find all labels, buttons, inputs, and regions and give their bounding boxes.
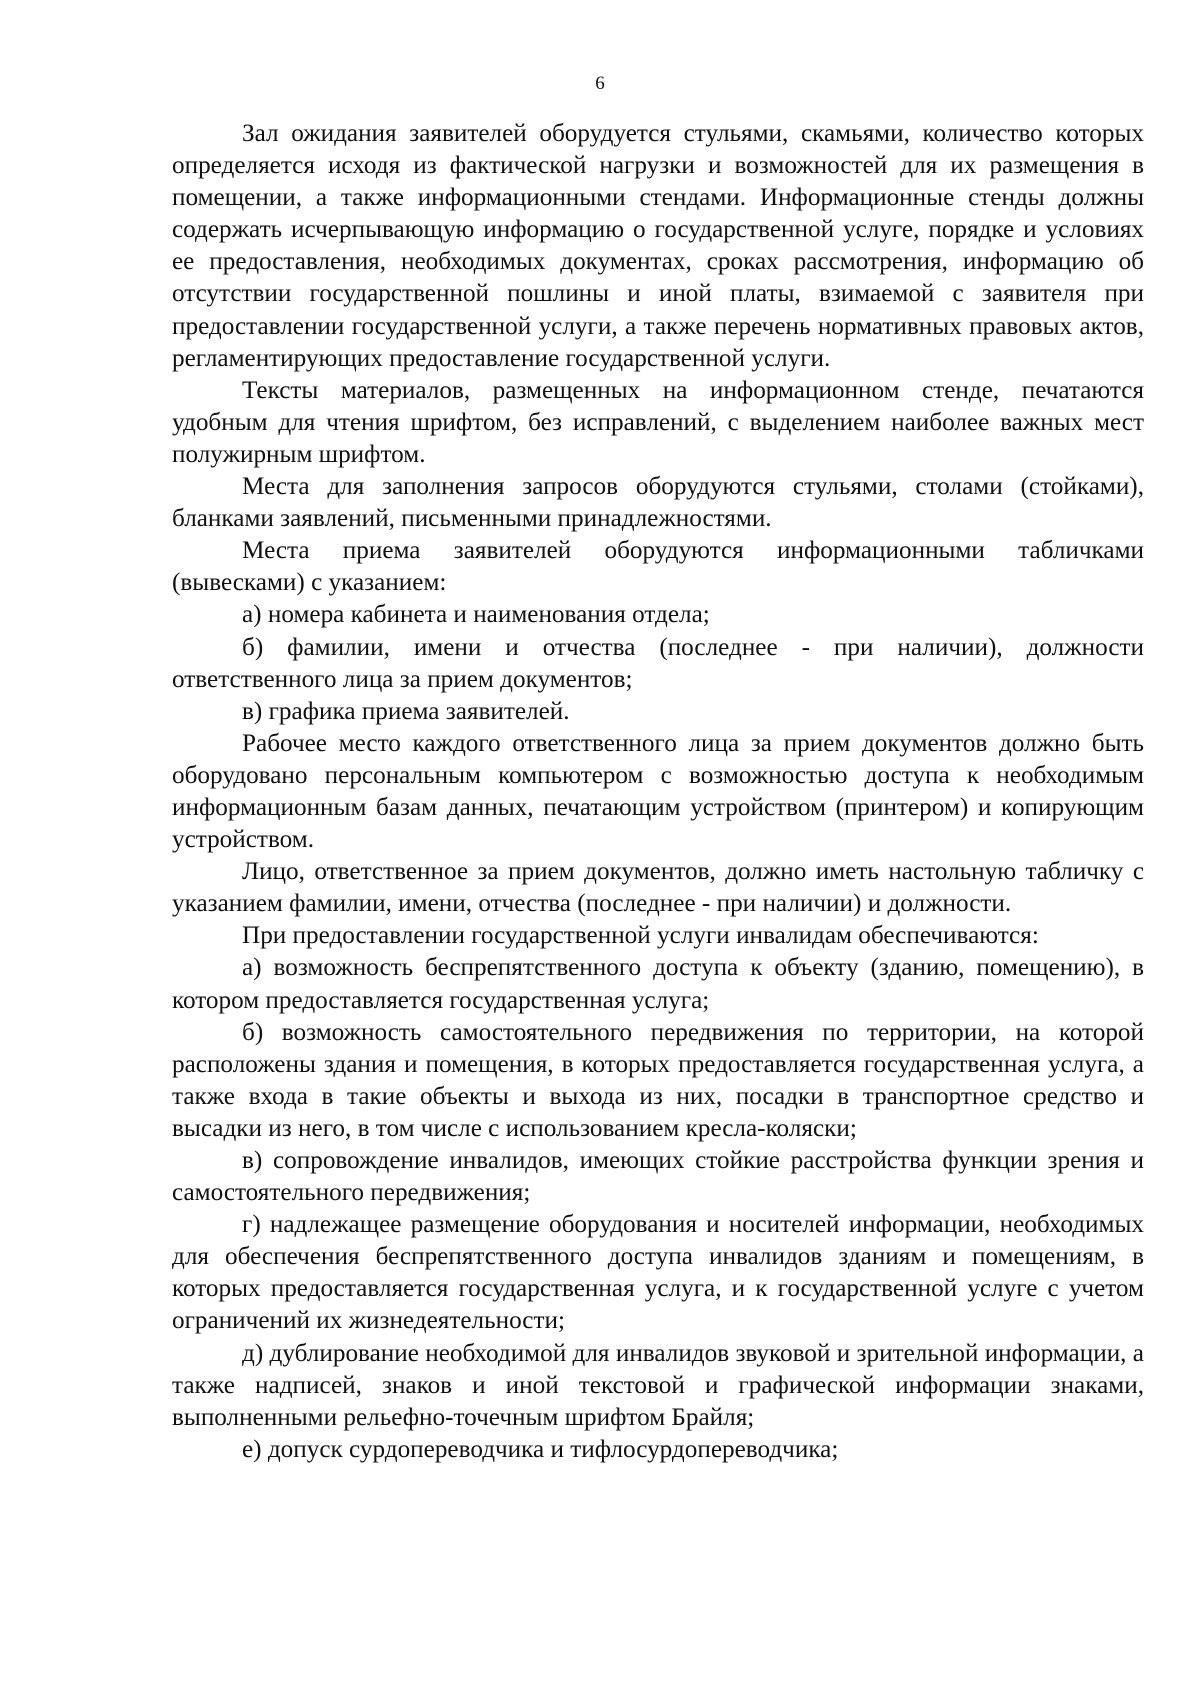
paragraph-reception-places: Места приема заявителей оборудуются информационными табличками (вывесками) с указанием: (172, 537, 1144, 597)
document-body (172, 118, 1144, 1466)
list-item-c-escort: в) сопровождение инвалидов, имеющих стойкие расстройства функции зрения и самостоятельного передвижения; (172, 1147, 1144, 1207)
paragraph-waiting-hall: Зал ожидания заявителей оборудуется стульями, скамьями, количество которых определяется исходя из фактической нагрузки и возможностей для их размещения в помещении, а также информационными стендами. Информационные стенды должны содержать исчерпывающую информацию о государственной услуге, порядке и условиях ее предоставления, необходимых документах, сроках рассмотрения, информацию об отсутствии государственной пошлины и иной платы, взимаемой с заявителя при предоставлении государственной услуги, а также перечень нормативных правовых актов, регламентирующих предоставление государственной услуги. (172, 120, 1144, 372)
list-item-a-access: а) возможность беспрепятственного доступа к объекту (зданию, помещению), в котором предоставляется государственная услуга; (172, 954, 1144, 1014)
list-item-a-room-number: а) номера кабинета и наименования отдела; (242, 601, 710, 629)
list-item-e-duplication: д) дублирование необходимой для инвалидов звуковой и зрительной информации, а также надписей, знаков и иной текстовой и графической информации знаками, выполненными рельефно-точечным шрифтом Брайля; (172, 1339, 1144, 1431)
page-number: 6 (595, 73, 605, 94)
paragraph-stand-texts: Тексты материалов, размещенных на информационном стенде, печатаются удобным для чтения шрифтом, без исправлений, с выделением наиболее важных мест полужирным шрифтом. (172, 376, 1144, 468)
list-item-c-schedule: в) графика приема заявителей. (242, 697, 570, 725)
list-item-b-movement: б) возможность самостоятельного передвижения по территории, на которой расположены здания и помещения, в которых предоставляется государственная услуга, а также входа в такие объекты и выхода из них, посадки в транспортное средство и высадки из него, в том числе с использованием кресла-коляски; (172, 1018, 1144, 1142)
list-item-d-equipment: г) надлежащее размещение оборудования и носителей информации, необходимых для обеспечения беспрепятственного доступа инвалидов зданиям и помещениям, в которых предоставляется государственная услуга, и к государственной услуге с учетом ограничений их жизнедеятельности; (172, 1211, 1144, 1335)
paragraph-workplace: Рабочее место каждого ответственного лица за прием документов должно быть оборудовано персональным компьютером с возможностью доступа к необходимым информационным базам данных, печатающим устройством (принтером) и копирующим устройством. (172, 729, 1144, 854)
list-item-f-interpreter: е) допуск сурдопереводчика и тифлосурдопереводчика; (242, 1435, 839, 1463)
paragraph-responsible-person: Лицо, ответственное за прием документов, должно иметь настольную табличку с указанием фамилии, имени, отчества (последнее - при наличии) и должности. (172, 858, 1144, 918)
paragraph-disabled-provisions: При предоставлении государственной услуги инвалидам обеспечиваются: (242, 922, 1039, 950)
list-item-b-name: б) фамилии, имени и отчества (последнее - при наличии), должности ответственного лица за прием документов; (172, 633, 1144, 693)
paragraph-request-places: Места для заполнения запросов оборудуются стульями, столами (стойками), бланками заявлений, письменными принадлежностями. (172, 473, 1144, 533)
